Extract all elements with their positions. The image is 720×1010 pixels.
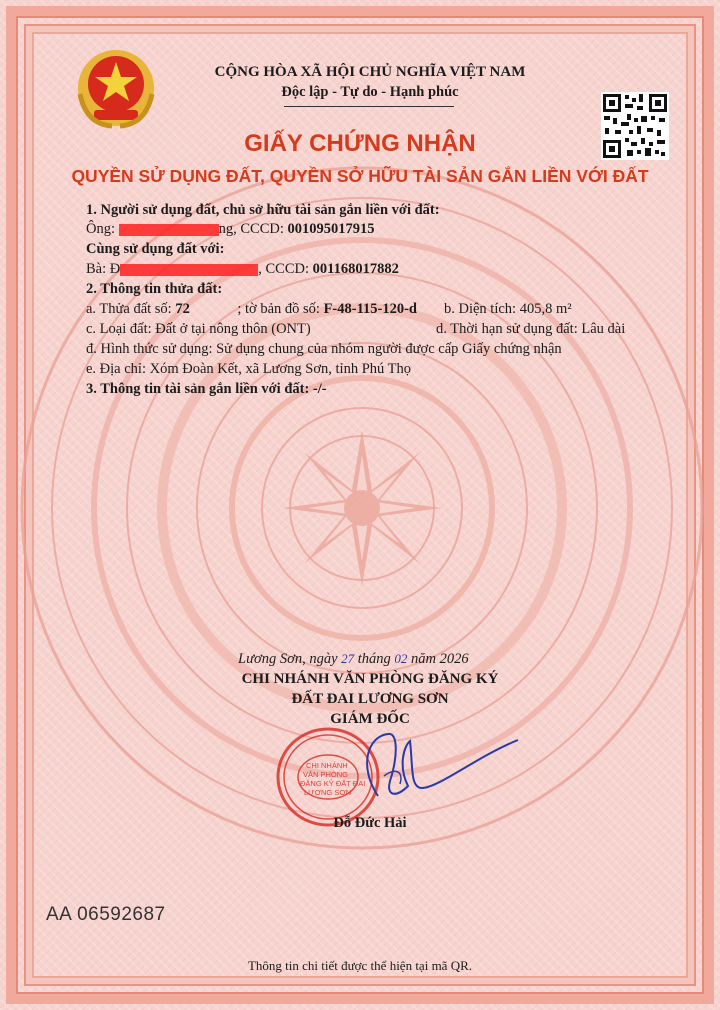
office-name-line1: CHI NHÁNH VĂN PHÒNG ĐĂNG KÝ bbox=[241, 671, 499, 687]
owner-tail: ng, CCCD: bbox=[218, 221, 288, 237]
co-owner-name-redaction bbox=[120, 264, 258, 276]
term-line: d. Thời hạn sử dụng đất: Lâu dài bbox=[436, 321, 626, 337]
national-emblem-icon bbox=[72, 44, 160, 136]
parcel-line bbox=[86, 301, 417, 318]
area-line: b. Diện tích: 405,8 m² bbox=[444, 301, 572, 317]
owner-name-redaction bbox=[119, 224, 219, 236]
place-date bbox=[238, 651, 469, 668]
map-number: F-48-115-120-d bbox=[323, 301, 417, 317]
co-owner-tail: , CCCD: bbox=[258, 261, 313, 277]
parcel-label: a. Thửa đất số: bbox=[86, 301, 176, 317]
owner-cccd: 001095017915 bbox=[287, 221, 375, 237]
owner-line bbox=[86, 221, 375, 238]
signer-position: GIÁM ĐỐC bbox=[330, 711, 410, 727]
map-label: ; tờ bản đồ số: bbox=[237, 301, 324, 317]
co-owner-cccd: 001168017882 bbox=[312, 261, 399, 277]
signer-name: Đỗ Đức Hải bbox=[333, 815, 407, 831]
address-line: e. Địa chỉ: Xóm Đoàn Kết, xã Lương Sơn, tỉnh Phú Thọ bbox=[86, 361, 411, 377]
svg-text:CHI NHÁNH: CHI NHÁNH bbox=[306, 761, 348, 770]
office-name-line2: ĐẤT ĐAI LƯƠNG SƠN bbox=[291, 691, 449, 707]
issue-day: 27 bbox=[341, 651, 355, 666]
svg-text:LƯƠNG SƠN: LƯƠNG SƠN bbox=[304, 788, 352, 797]
section1-heading: 1. Người sử dụng đất, chủ sở hữu tài sản gắn liền với đất: bbox=[86, 202, 440, 218]
co-owner-line bbox=[86, 261, 399, 278]
co-owner-heading: Cùng sử dụng đất với: bbox=[86, 241, 225, 257]
qr-note: Thông tin chi tiết được thể hiện tại mã QR. bbox=[247, 958, 473, 973]
place-date-month-label: tháng bbox=[354, 651, 395, 667]
place-date-prefix: Lương Sơn, ngày bbox=[238, 651, 342, 667]
country-name: CỘNG HÒA XÃ HỘI CHỦ NGHĨA VIỆT NAM bbox=[214, 64, 526, 80]
qr-code-icon bbox=[601, 92, 669, 160]
handwritten-signature bbox=[338, 726, 528, 812]
certificate-title: GIẤY CHỨNG NHẬN bbox=[244, 130, 476, 157]
section2-heading: 2. Thông tin thửa đất: bbox=[86, 281, 223, 297]
land-type-line: c. Loại đất: Đất ở tại nông thôn (ONT) bbox=[86, 321, 311, 337]
motto-underline bbox=[284, 106, 454, 107]
svg-text:VĂN PHÒNG: VĂN PHÒNG bbox=[303, 770, 349, 779]
svg-text:ĐĂNG KÝ ĐẤT ĐAI: ĐĂNG KÝ ĐẤT ĐAI bbox=[300, 779, 366, 788]
issue-month: 02 bbox=[394, 651, 408, 666]
motto: Độc lập - Tự do - Hạnh phúc bbox=[281, 84, 459, 100]
owner-prefix: Ông: bbox=[86, 221, 119, 237]
co-owner-prefix: Bà: Đ bbox=[86, 261, 121, 277]
parcel-number: 72 bbox=[175, 301, 190, 317]
certificate-subtitle: QUYỀN SỬ DỤNG ĐẤT, QUYỀN SỞ HỮU TÀI SẢN GẮN LIỀN VỚI ĐẤT bbox=[71, 166, 649, 186]
place-date-year: năm 2026 bbox=[407, 651, 469, 667]
section3-heading: 3. Thông tin tài sản gắn liền với đất: -/- bbox=[86, 381, 327, 397]
serial-number: AA 06592687 bbox=[46, 904, 166, 925]
usage-form-line: đ. Hình thức sử dụng: Sử dụng chung của nhóm người được cấp Giấy chứng nhận bbox=[86, 341, 562, 357]
